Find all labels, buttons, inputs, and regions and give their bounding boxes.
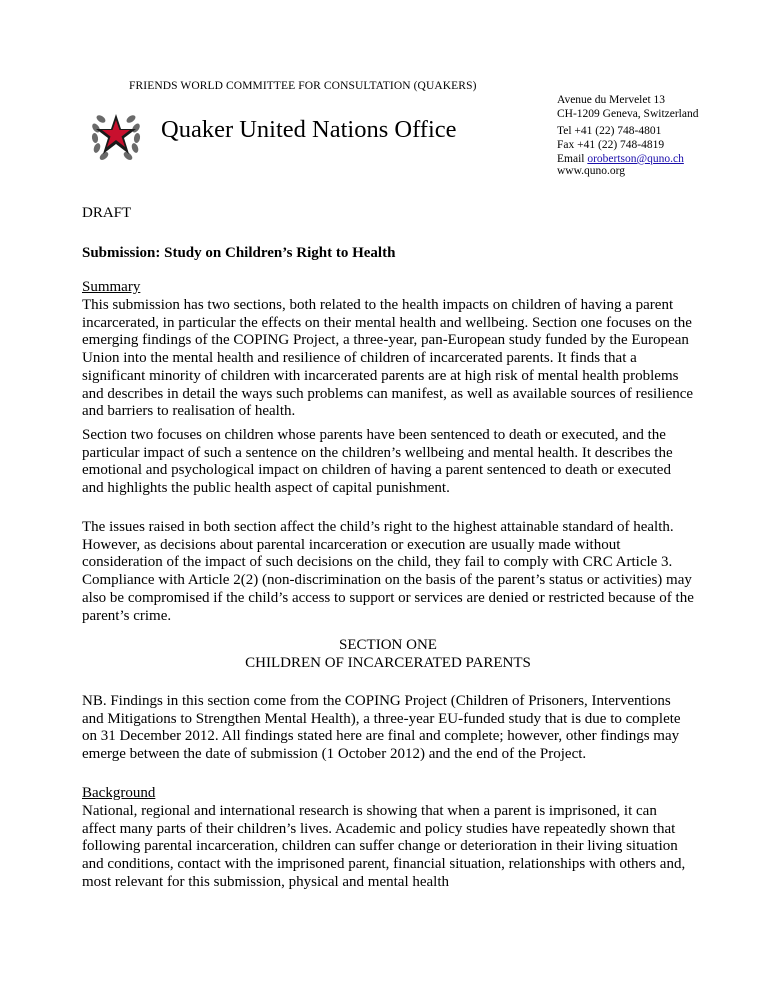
fax-line: Fax +41 (22) 748-4819 <box>557 139 665 151</box>
tel-line: Tel +41 (22) 748-4801 <box>557 125 662 137</box>
section-one-title: CHILDREN OF INCARCERATED PARENTS <box>245 655 531 671</box>
document-title: Submission: Study on Children’s Right to Health <box>82 245 396 261</box>
email-link[interactable]: orobertson@quno.ch <box>587 153 684 165</box>
background-heading: Background <box>82 785 156 801</box>
org-name: FRIENDS WORLD COMMITTEE FOR CONSULTATION (QUAKERS) <box>129 80 477 92</box>
address-line-1: Avenue du Mervelet 13 <box>557 94 666 106</box>
nb-paragraph: NB. Findings in this section come from the COPING Project (Children of Prisoners, Interventions and Mitigations to Strengthen Mental Health), a three-year EU-funded study that is due to complete on 31 December 2012. All findings stated here are final and complete; however, other findings may emerge between the date of submission (1 October 2012) and the end of the Project. <box>82 693 681 763</box>
summary-heading: Summary <box>82 279 141 295</box>
summary-paragraph-3: The issues raised in both section affect the child’s right to the highest attainable standard of health. However, as decisions about parental incarceration or execution are usually made without consideration of the impact of such decisions on the child, they fail to comply with CRC Article 3. Compliance with Article 2(2) (non-discrimination on the basis of the parent’s status or activities) may also be compromised if the child’s access to support or services are denied or restricted because of the parent’s crime. <box>82 519 694 624</box>
background-paragraph-1: National, regional and international research is showing that when a parent is imprisoned, it can affect many parts of their children’s lives. Academic and policy studies have repeatedly shown that following parental incarceration, children can suffer change or deterioration in their living situation and conditions, contact with the imprisoned parent, financial situation, relationships with others and, most relevant for this submission, physical and mental health <box>82 803 686 890</box>
section-one-label: SECTION ONE <box>339 637 437 653</box>
quno-logo-icon <box>86 108 146 164</box>
website-line: www.quno.org <box>557 165 626 177</box>
office-name: Quaker United Nations Office <box>161 116 457 143</box>
summary-paragraph-2: Section two focuses on children whose parents have been sentenced to death or executed, and the particular impact of such a sentence on the children’s wellbeing and mental health. It describes the emotional and psychological impact on children of having a parent sentenced to death or executed and highlights the public health aspect of capital punishment. <box>82 427 673 497</box>
draft-label: DRAFT <box>82 205 132 221</box>
summary-paragraph-1: This submission has two sections, both related to the health impacts on children of having a parent incarcerated, in particular the effects on their mental health and wellbeing. Section one focuses on the emerging findings of the COPING Project, a three-year, pan-European study funded by the European Union into the mental health and resilience of children of incarcerated parents. It finds that a significant minority of children with incarcerated parents are at high risk of mental health problems and describes in detail the ways such problems can manifest, as well as available sources of resilience and barriers to realisation of health. <box>82 297 694 420</box>
email-label: Email <box>557 153 588 165</box>
address-line-2: CH-1209 Geneva, Switzerland <box>557 108 699 120</box>
